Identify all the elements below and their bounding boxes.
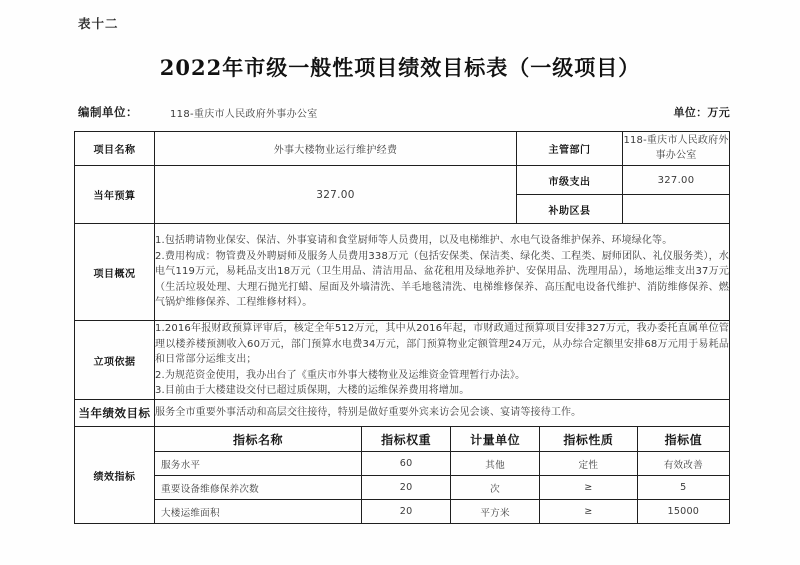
budget-label: 当年预算	[75, 166, 155, 224]
overview-line: 2.费用构成：物管费及外聘厨师及服务人员费用338万元（包括安保类、保洁类、绿化类、工程类、厨师团队、礼仪服务类），水电气119万元，易耗品支出18万元（卫生用品、清洁用品、盆花租用及绿地养护、安保用品、洗理用品），场地运维支出37万元（生活垃圾处理、大理石抛光打蜡、屋面及外墙清洗、羊毛地毯清洗、电梯维修保养、高压配电设备代维护、消防维修保养、燃气锅炉维修保养、工程维修材料）。	[155, 250, 729, 309]
dept-value: 118-重庆市人民政府外事办公室	[623, 132, 730, 166]
col-header-indicator-weight: 指标权重	[362, 427, 451, 452]
basis-label: 立项依据	[75, 321, 155, 400]
basis-line: 1.2016年报财政预算评审后，核定全年512万元，其中从2016年起，市财政通过预算项目安排327万元，我办委托直属单位管理以楼养楼预测收入60万元，部门预算水电费34万元，部门预算物业定额管理24万元，从办综合定额里安排68万元用于易耗品和日常部分运维支出；	[155, 323, 729, 366]
indicators-table	[155, 427, 729, 523]
sheet-label: 表十二	[78, 16, 119, 31]
indicator-unit: 其他	[451, 452, 540, 476]
indicator-name: 大楼运维面积	[155, 500, 362, 524]
table-row	[155, 476, 729, 500]
indicator-value: 15000	[667, 506, 700, 517]
basis-line: 3.目前由于大楼建设交付已超过质保期，大楼的运维保养费用将增加。	[155, 385, 470, 397]
table-row-indicators	[75, 427, 730, 524]
indicator-nature: ≥	[540, 476, 638, 500]
table-row-basis	[75, 321, 730, 400]
city-expense-label: 市级支出	[517, 166, 623, 195]
indicators-header-row	[155, 427, 729, 452]
indicator-weight: 60	[362, 452, 451, 476]
project-name-value: 外事大楼物业运行维护经费	[155, 132, 517, 166]
indicator-nature: 定性	[540, 452, 638, 476]
overview-line: 1.包括聘请物业保安、保洁、外事宴请和食堂厨师等人员费用，以及电梯维护、水电气设备维护保养、环境绿化等。	[155, 235, 673, 247]
table-row-year-goal	[75, 400, 730, 427]
table-row-overview	[75, 224, 730, 321]
indicator-value: 有效改善	[637, 452, 729, 476]
indicator-name: 服务水平	[155, 452, 362, 476]
page-title: 2022年市级一般性项目绩效目标表（一级项目）	[159, 55, 641, 80]
indicator-name: 重要设备维修保养次数	[155, 476, 362, 500]
indicator-weight: 20	[362, 500, 451, 524]
indicator-unit: 平方米	[451, 500, 540, 524]
indicators-label: 绩效指标	[75, 427, 155, 524]
col-header-indicator-unit: 计量单位	[451, 427, 540, 452]
indicator-nature: ≥	[540, 500, 638, 524]
indicator-unit: 次	[451, 476, 540, 500]
budget-value: 327.00	[155, 166, 517, 224]
col-header-indicator-nature: 指标性质	[540, 427, 638, 452]
compiler-label: 编制单位：	[78, 105, 138, 119]
city-expense-value: 327.00	[623, 166, 730, 195]
table-row	[155, 452, 729, 476]
year-goal-text: 服务全市重要外事活动和高层交往接待，特别是做好重要外宾来访会见会谈、宴请等接待工作。	[155, 407, 582, 419]
compiler-value: 118-重庆市人民政府外事办公室	[170, 109, 318, 120]
year-goal-label: 当年绩效目标	[75, 400, 155, 427]
indicator-weight: 20	[362, 476, 451, 500]
indicators-subtable-cell	[155, 427, 730, 524]
dept-label: 主管部门	[517, 132, 623, 166]
indicator-value: 5	[637, 476, 729, 500]
table-row-project-name	[75, 132, 730, 166]
unit-note: 单位：万元	[673, 106, 730, 119]
col-header-indicator-name: 指标名称	[155, 427, 362, 452]
overview-label: 项目概况	[75, 224, 155, 321]
subsidy-label: 补助区县	[517, 195, 623, 224]
table-row	[155, 500, 729, 524]
overview-value	[155, 224, 730, 321]
col-header-indicator-value: 指标值	[637, 427, 729, 452]
basis-line: 2.为规范资金使用，我办出台了《重庆市外事大楼物业及运维资金管理暂行办法》。	[155, 369, 526, 381]
meta-row	[78, 104, 730, 120]
subsidy-value	[623, 195, 730, 224]
performance-target-table	[74, 131, 730, 524]
project-name-label: 项目名称	[75, 132, 155, 166]
year-goal-value	[155, 400, 730, 427]
basis-value	[155, 321, 730, 400]
table-row-city-expense	[75, 166, 730, 195]
